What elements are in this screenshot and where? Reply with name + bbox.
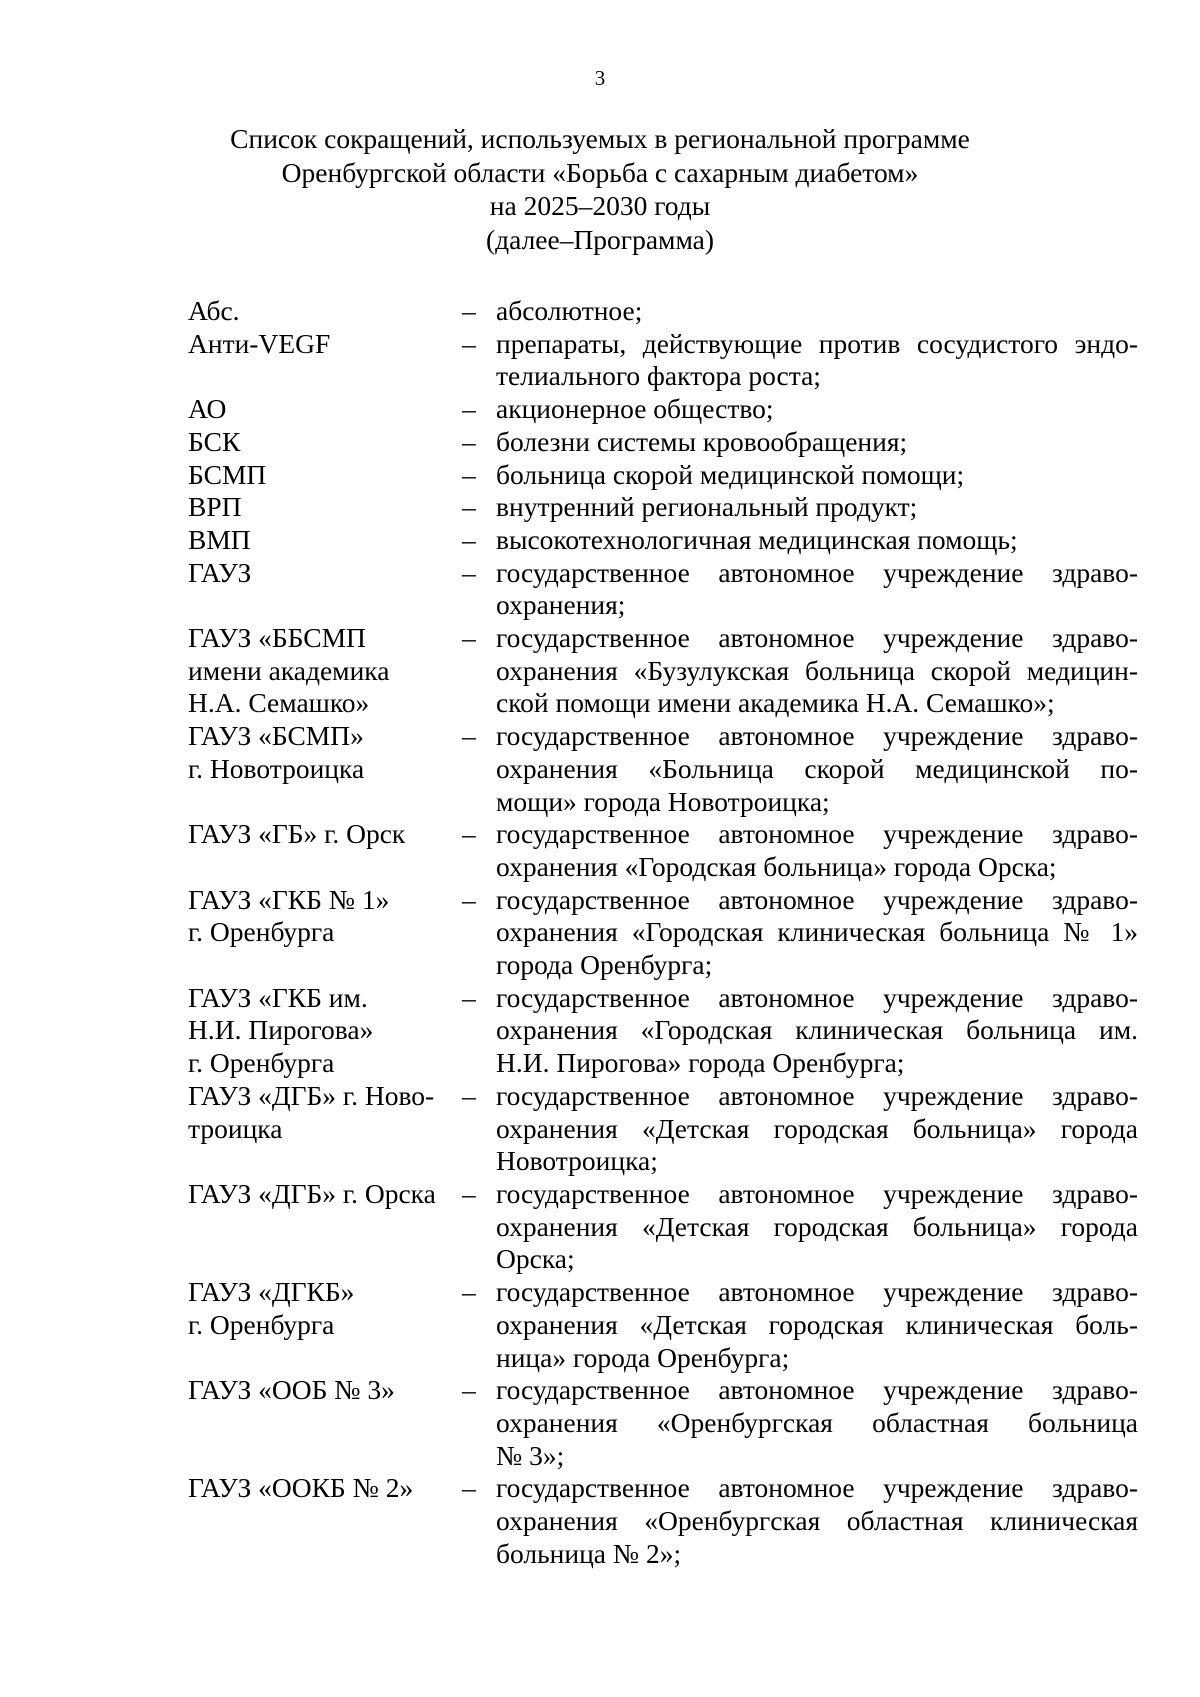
abbreviation-term	[188, 557, 462, 590]
abbreviation-entry	[188, 426, 1138, 459]
abbreviation-definition	[496, 557, 1138, 622]
abbreviation-term	[188, 1374, 462, 1407]
abbreviation-term-line: г. Новотроицка	[188, 752, 365, 784]
definition-line: государственное автономное учреждение здраво-	[496, 1374, 1138, 1406]
definition-line: охранения «Городская клиническая больница № 1»	[496, 916, 1138, 948]
definition-line: высокотехнологичная медицинская помощь;	[496, 523, 1018, 555]
abbreviation-term	[188, 720, 462, 785]
definition-line: государственное автономное учреждение здраво-	[496, 622, 1138, 654]
abbreviation-definition	[496, 491, 1138, 524]
page-number: 3	[594, 66, 606, 90]
abbreviation-definition	[496, 1276, 1138, 1374]
abbreviation-term-line: БСК	[188, 425, 241, 457]
abbreviation-definition	[496, 524, 1138, 557]
abbreviation-term	[188, 818, 462, 851]
abbreviation-term-line: Н.А. Семашко»	[188, 687, 370, 719]
definition-line: государственное автономное учреждение здраво-	[496, 1276, 1138, 1308]
definition-line: города Оренбурга;	[496, 949, 713, 981]
definition-line: государственное автономное учреждение здраво-	[496, 981, 1138, 1013]
abbreviation-entry	[188, 1178, 1138, 1276]
definition-line: телиального фактора роста;	[496, 360, 821, 392]
definition-line: государственное автономное учреждение здраво-	[496, 883, 1138, 915]
definition-line: охранения «Детская городская клиническая боль-	[496, 1308, 1138, 1340]
abbreviation-entry	[188, 491, 1138, 524]
definition-line: государственное автономное учреждение здраво-	[496, 720, 1138, 752]
definition-line: мощи» города Новотроицка;	[496, 785, 830, 817]
dash-separator: –	[462, 1276, 476, 1308]
abbreviation-list	[188, 295, 1138, 1570]
definition-line: охранения «Оренбургская областная клиническая	[496, 1505, 1138, 1537]
abbreviation-term	[188, 1276, 462, 1341]
abbreviation-term-line: ГАУЗ «ДГКБ»	[188, 1276, 355, 1308]
dash-separator: –	[462, 622, 476, 654]
abbreviation-term	[188, 982, 462, 1080]
abbreviation-term-line: ГАУЗ «ООКБ № 2»	[188, 1472, 414, 1504]
abbreviation-definition	[496, 426, 1138, 459]
definition-line: государственное автономное учреждение здраво-	[496, 1079, 1138, 1111]
abbreviation-entry	[188, 622, 1138, 720]
abbreviation-definition	[496, 1080, 1138, 1178]
abbreviation-term	[188, 1080, 462, 1145]
definition-line: ница» города Оренбурга;	[496, 1341, 790, 1373]
abbreviation-entry	[188, 295, 1138, 328]
abbreviation-definition	[496, 393, 1138, 426]
dash-separator: –	[462, 425, 476, 457]
abbreviation-term-line: троицка	[188, 1112, 283, 1144]
abbreviation-term-line: г. Оренбурга	[188, 1308, 335, 1340]
abbreviation-term-line: Анти-VEGF	[188, 327, 331, 359]
dash-separator: –	[462, 295, 476, 326]
abbreviation-entry	[188, 1276, 1138, 1374]
abbreviation-term-line: ГАУЗ «ООБ № 3»	[188, 1374, 395, 1406]
definition-line: № 3»;	[496, 1439, 565, 1471]
definition-line: Новотроицка;	[496, 1145, 658, 1177]
abbreviation-term-line: ВМП	[188, 523, 251, 555]
abbreviation-definition	[496, 1472, 1138, 1570]
definition-line: охранения «Больница скорой медицинской по-	[496, 752, 1138, 784]
abbreviation-term	[188, 1472, 462, 1505]
abbreviation-definition	[496, 720, 1138, 818]
dash-separator: –	[462, 1177, 476, 1209]
abbreviation-term-line: ГАУЗ «БСМП»	[188, 720, 364, 752]
abbreviation-term	[188, 491, 462, 524]
abbreviation-term-line: ГАУЗ	[188, 556, 252, 588]
dash-separator: –	[462, 1374, 476, 1406]
title-line-3: на 2025–2030 годы	[489, 190, 711, 222]
dash-separator: –	[462, 981, 476, 1013]
dash-separator: –	[462, 327, 476, 359]
abbreviation-term-line: ГАУЗ «ББСМП	[188, 622, 366, 654]
dash-separator: –	[462, 458, 476, 490]
abbreviation-entry	[188, 1080, 1138, 1178]
definition-line: препараты, действующие против сосудистого эндо-	[496, 327, 1138, 359]
definition-line: охранения «Бузулукская больница скорой медицин-	[496, 654, 1138, 686]
abbreviation-entry	[188, 524, 1138, 557]
definition-line: охранения «Детская городская больница» города	[496, 1210, 1138, 1242]
abbreviation-definition	[496, 459, 1138, 492]
definition-line: государственное автономное учреждение здраво-	[496, 1472, 1138, 1504]
abbreviation-term	[188, 328, 462, 361]
document-title	[0, 122, 1200, 256]
abbreviation-entry	[188, 459, 1138, 492]
abbreviation-term-line: имени академика	[188, 654, 390, 686]
abbreviation-term-line: ГАУЗ «ДГБ» г. Ново-	[188, 1079, 435, 1111]
abbreviation-entry	[188, 1472, 1138, 1570]
abbreviation-term-line: АО	[188, 393, 227, 425]
definition-line: абсолютное;	[496, 295, 643, 326]
abbreviation-definition	[496, 982, 1138, 1080]
definition-line: охранения «Городская клиническая больница им.	[496, 1014, 1138, 1046]
definition-line: государственное автономное учреждение здраво-	[496, 556, 1138, 588]
definition-line: охранения «Городская больница» города Орска;	[496, 850, 1057, 882]
abbreviation-term	[188, 524, 462, 557]
abbreviation-entry	[188, 393, 1138, 426]
abbreviation-term	[188, 622, 462, 720]
dash-separator: –	[462, 556, 476, 588]
definition-line: государственное автономное учреждение здраво-	[496, 818, 1138, 850]
abbreviation-entry	[188, 818, 1138, 883]
title-line-1: Список сокращений, используемых в региональной программе	[230, 123, 970, 154]
abbreviation-definition	[496, 622, 1138, 720]
definition-line: больница скорой медицинской помощи;	[496, 458, 965, 490]
abbreviation-definition	[496, 1178, 1138, 1276]
abbreviation-term	[188, 1178, 462, 1211]
abbreviation-term	[188, 393, 462, 426]
definition-line: Орска;	[496, 1243, 575, 1275]
dash-separator: –	[462, 1079, 476, 1111]
definition-line: Н.И. Пирогова» города Оренбурга;	[496, 1047, 905, 1079]
abbreviation-term-line: ГАУЗ «ГКБ № 1»	[188, 883, 390, 915]
abbreviation-term-line: ГАУЗ «ДГБ» г. Орска	[188, 1177, 436, 1209]
definition-line: внутренний региональный продукт;	[496, 491, 918, 523]
abbreviation-term	[188, 295, 462, 328]
title-line-4: (далее–Программа)	[485, 223, 715, 255]
abbreviation-term-line: Н.И. Пирогова»	[188, 1014, 374, 1046]
dash-separator: –	[462, 491, 476, 523]
dash-separator: –	[462, 883, 476, 915]
dash-separator: –	[462, 818, 476, 850]
abbreviation-entry	[188, 720, 1138, 818]
dash-separator: –	[462, 720, 476, 752]
abbreviation-definition	[496, 884, 1138, 982]
abbreviation-entry	[188, 1374, 1138, 1472]
dash-separator: –	[462, 393, 476, 425]
abbreviation-term-line: ВРП	[188, 491, 242, 523]
abbreviation-term-line: Абс.	[188, 295, 240, 326]
abbreviation-term-line: ГАУЗ «ГБ» г. Орск	[188, 818, 406, 850]
abbreviation-entry	[188, 557, 1138, 622]
definition-line: ской помощи имени академика Н.А. Семашко»;	[496, 687, 1055, 719]
definition-line: государственное автономное учреждение здраво-	[496, 1177, 1138, 1209]
abbreviation-entry	[188, 884, 1138, 982]
abbreviation-term-line: г. Оренбурга	[188, 916, 335, 948]
abbreviation-term	[188, 884, 462, 949]
abbreviation-definition	[496, 818, 1138, 883]
definition-line: охранения «Оренбургская областная больница	[496, 1406, 1138, 1438]
definition-line: больница № 2»;	[496, 1537, 682, 1569]
dash-separator: –	[462, 1472, 476, 1504]
definition-line: акционерное общество;	[496, 393, 774, 425]
definition-line: болезни системы кровообращения;	[496, 425, 908, 457]
abbreviation-entry	[188, 328, 1138, 393]
abbreviation-definition	[496, 295, 1138, 328]
abbreviation-definition	[496, 328, 1138, 393]
abbreviation-term	[188, 426, 462, 459]
dash-separator: –	[462, 523, 476, 555]
title-line-2: Оренбургской области «Борьба с сахарным диабетом»	[281, 156, 919, 188]
definition-line: охранения;	[496, 589, 626, 621]
abbreviation-term-line: ГАУЗ «ГКБ им.	[188, 981, 368, 1013]
abbreviation-term	[188, 459, 462, 492]
abbreviation-term-line: БСМП	[188, 458, 267, 490]
abbreviation-term-line: г. Оренбурга	[188, 1047, 335, 1079]
abbreviation-entry	[188, 982, 1138, 1080]
abbreviation-definition	[496, 1374, 1138, 1472]
definition-line: охранения «Детская городская больница» города	[496, 1112, 1138, 1144]
